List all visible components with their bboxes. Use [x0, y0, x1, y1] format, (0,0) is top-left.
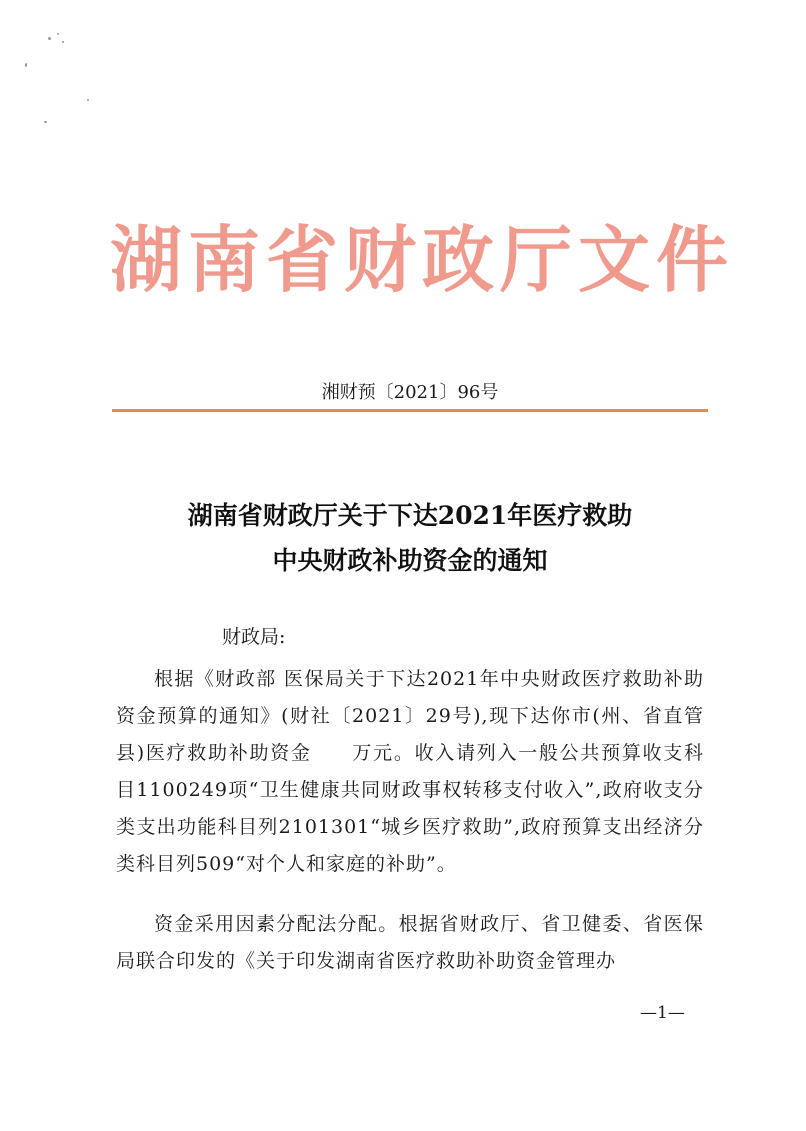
page-number: —1— — [640, 1003, 685, 1023]
header-divider-line — [112, 409, 708, 412]
title-line-2: 中央财政补助资金的通知 — [272, 546, 548, 575]
salutation: 财政局: — [222, 626, 286, 648]
title-line-1: 湖南省财政厅关于下达2021年医疗救助 — [187, 501, 633, 530]
body-paragraph-2 — [116, 906, 704, 980]
body-paragraph-1 — [116, 661, 704, 883]
paragraph-2-text: 资金采用因素分配法分配。根据省财政厅、省卫健委、省医保局联合印发的《关于印发湖南省医疗救助补助资金管理办 — [116, 913, 704, 972]
paragraph-1-after-blank: 万元。收入请列入一般公共预算收支科目1100249项“卫生健康共同财政事权转移支付收入”,政府收支分类支出功能科目列2101301“城乡医疗救助”,政府预算支出经济分类科目列509“对个人和家庭的补助”。 — [116, 742, 704, 875]
notice-title — [110, 493, 710, 583]
paragraph-1-before-blank: 根据《财政部 医保局关于下达2021年中央财政医疗救助补助资金预算的通知》(财社〔2021〕29号),现下达你市(州、省直管县)医疗救助补助资金 — [116, 668, 704, 764]
masthead-title: 湖南省财政厅文件 — [110, 218, 735, 302]
document-number: 湘财预〔2021〕96号 — [321, 382, 499, 403]
